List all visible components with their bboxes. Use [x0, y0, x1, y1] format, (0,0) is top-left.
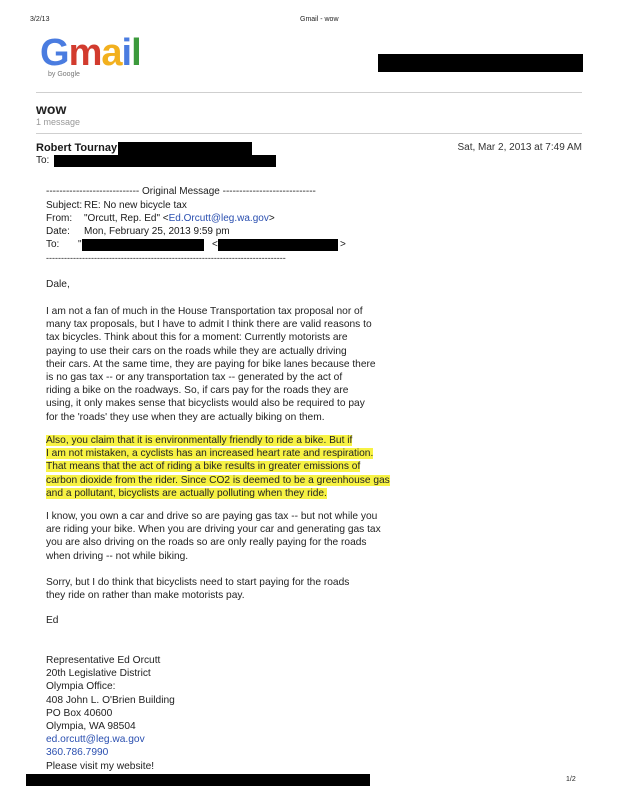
from-email-link[interactable]: Ed.Orcutt@leg.wa.gov — [168, 213, 269, 224]
redacted-to-email — [218, 239, 338, 251]
paragraph-3: I know, you own a car and drive so are paying gas tax -- but not while you are riding your bike. When you are driving your car and generating gas tax you are also driving on the roads so are only really paying for the roads when driving -- not while biking. — [46, 511, 381, 562]
to-angle-open: < — [212, 239, 218, 250]
print-title: Gmail - wow — [300, 16, 339, 23]
website-line: Please visit my website! — [46, 760, 155, 772]
signoff: Ed — [46, 615, 59, 626]
header-divider — [36, 92, 582, 93]
paragraph-1: I am not a fan of much in the House Transportation tax proposal nor of many tax proposals, but I have to admit I think there are valid reasons to tax bicycles. Think about this for a moment: Currently motorists are paying to use their cars on the roads while they are actually driving their cars. At the same time, they are paying for bike lanes because there is no gas tax -- or any transportation tax -- generated by the act of riding a bike on the roadways. So, if cars pay for the roads they are using, it only makes sense that bicyclists would also be required to pay for the 'roads' they use when they are actually biking on them. — [46, 306, 376, 423]
signature-phone-link[interactable]: 360.786.7990 — [46, 747, 109, 759]
redacted-recipient — [54, 155, 276, 167]
to-label: To: — [36, 155, 50, 166]
to-header-label: To: — [46, 239, 60, 250]
message-count: 1 message — [36, 117, 81, 127]
print-date: 3/2/13 — [30, 16, 50, 23]
signature-email-link[interactable]: ed.orcutt@leg.wa.gov — [46, 734, 145, 746]
from-value: "Orcutt, Rep. Ed" <Ed.Orcutt@leg.wa.gov> — [84, 213, 275, 224]
date-value: Mon, February 25, 2013 9:59 pm — [84, 226, 230, 237]
from-label: From: — [46, 213, 73, 224]
subject-label: Subject: — [46, 200, 83, 211]
logo-byline: by Google — [48, 71, 80, 78]
date-label: Date: — [46, 226, 70, 237]
redacted-sender-email — [118, 142, 252, 155]
page-number: 1/2 — [566, 776, 576, 783]
sender-name: Robert Tournay — [36, 142, 118, 154]
greeting: Dale, — [46, 279, 70, 290]
paragraph-4: Sorry, but I do think that bicyclists need to start paying for the roads they ride on rather than make motorists pay. — [46, 577, 350, 602]
email-subject: wow — [36, 101, 67, 117]
redacted-footer-url — [26, 774, 370, 786]
signature-block: Representative Ed Orcutt 20th Legislative District Olympia Office: 408 John L. O'Brien Building PO Box 40600 Olympia, WA 98504 ed.orcutt@leg.wa.gov 360.786.7990 Please visit my website! — [46, 655, 175, 772]
to-open-quote: " — [78, 239, 82, 250]
to-angle-close: > — [340, 239, 346, 250]
email-date: Sat, Mar 2, 2013 at 7:49 AM — [457, 142, 582, 153]
redacted-account — [378, 54, 583, 72]
gmail-logo: Gmail — [40, 32, 141, 74]
paragraph-2-highlighted: Also, you claim that it is environmentally friendly to ride a bike. But if I am not mistaken, a cyclists has an increased heart rate and respiration. That means that the act of riding a bike results in greater emissions of carbon dioxide from the rider. Since CO2 is deemed to be a greenhouse gas and a pollutant, bicyclists are actually polluting when they ride. — [46, 435, 390, 499]
subject-divider — [36, 133, 582, 134]
redacted-to-name — [82, 239, 204, 251]
original-divider: ---------------------------- Original Message ---------------------------- — [46, 186, 316, 197]
subject-value: RE: No new bicycle tax — [84, 200, 187, 211]
header-rule: -------------------------------------------------------------------------------- — [46, 253, 286, 263]
